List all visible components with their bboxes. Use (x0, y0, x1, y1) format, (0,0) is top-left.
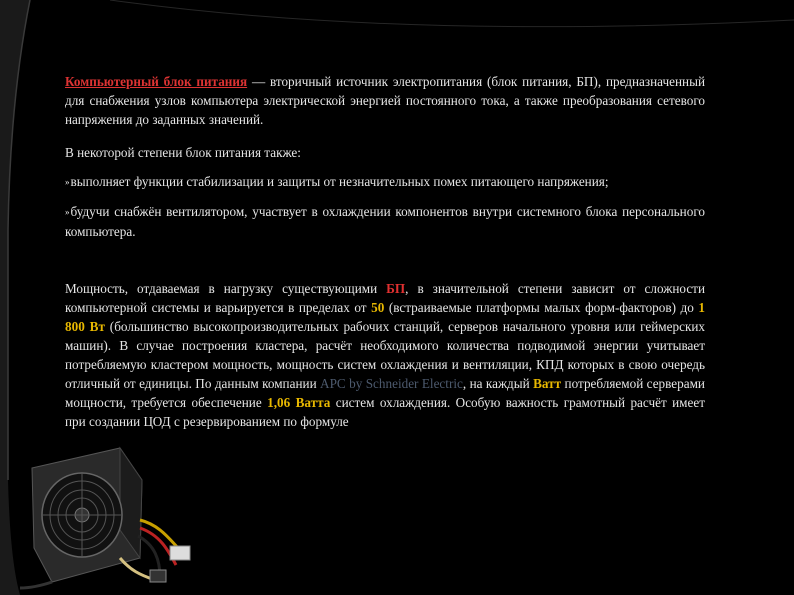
slide-text (65, 72, 705, 431)
psu-icon (10, 440, 200, 590)
text-run: (встраиваемые платформы малых форм-факторов) до (384, 300, 699, 315)
also-heading: В некоторой степени блок питания также: (65, 145, 301, 160)
value-50: 50 (371, 300, 385, 315)
term-link[interactable]: Компьютерный блок питания (65, 74, 248, 89)
bullet-item (65, 202, 705, 241)
bp-highlight: БП (386, 281, 406, 296)
bullet-text: выполняет функции стабилизации и защиты от незначительных помех питающего напряжения; (70, 174, 609, 189)
value-106: 1,06 Ватта (267, 395, 331, 410)
text-run: (большинство высокопроизводительных рабочих станций, серверов начального уровня или геймерских машин). В случае построения кластера, расчёт необходимого количества подводимой энергии учитывает потребляемую кластером мощность, мощность систем охлаждения и вентиляции, КПД которых в свою очередь отличный от единицы. По данным компании (65, 319, 705, 391)
bullet-mark: » (65, 207, 70, 217)
text-run: систем охлаждения. Особую важность грамотный расчёт имеет при создании ЦОД с резервированием по формуле (65, 395, 705, 429)
power-paragraph (65, 279, 705, 431)
value-1800: 1 800 Вт (65, 300, 705, 334)
bullet-item (65, 172, 705, 192)
watt-highlight: Ватт (533, 376, 562, 391)
company-link[interactable]: APC by Schneider Electric (320, 376, 463, 391)
bullet-mark: » (65, 177, 70, 187)
intro-paragraph (65, 72, 705, 129)
text-run: потребляемой серверами мощности, требуется обеспечение (65, 376, 705, 410)
text-run: , в значительной степени зависит от сложности компьютерной системы и варьируется в пределах от (65, 281, 706, 315)
text-run: Мощность, отдаваемая в нагрузку существующими (65, 281, 387, 296)
text-run: , на каждый (462, 376, 534, 391)
bullet-text: будучи снабжён вентилятором, участвует в охлаждении компонентов внутри системного блока персонального компьютера. (65, 204, 705, 239)
intro-text: — вторичный источник электропитания (блок питания, БП), предназначенный для снабжения узлов компьютера электрической энергией постоянного тока, а также преобразования сетевого напряжения до заданных значений. (65, 74, 706, 127)
